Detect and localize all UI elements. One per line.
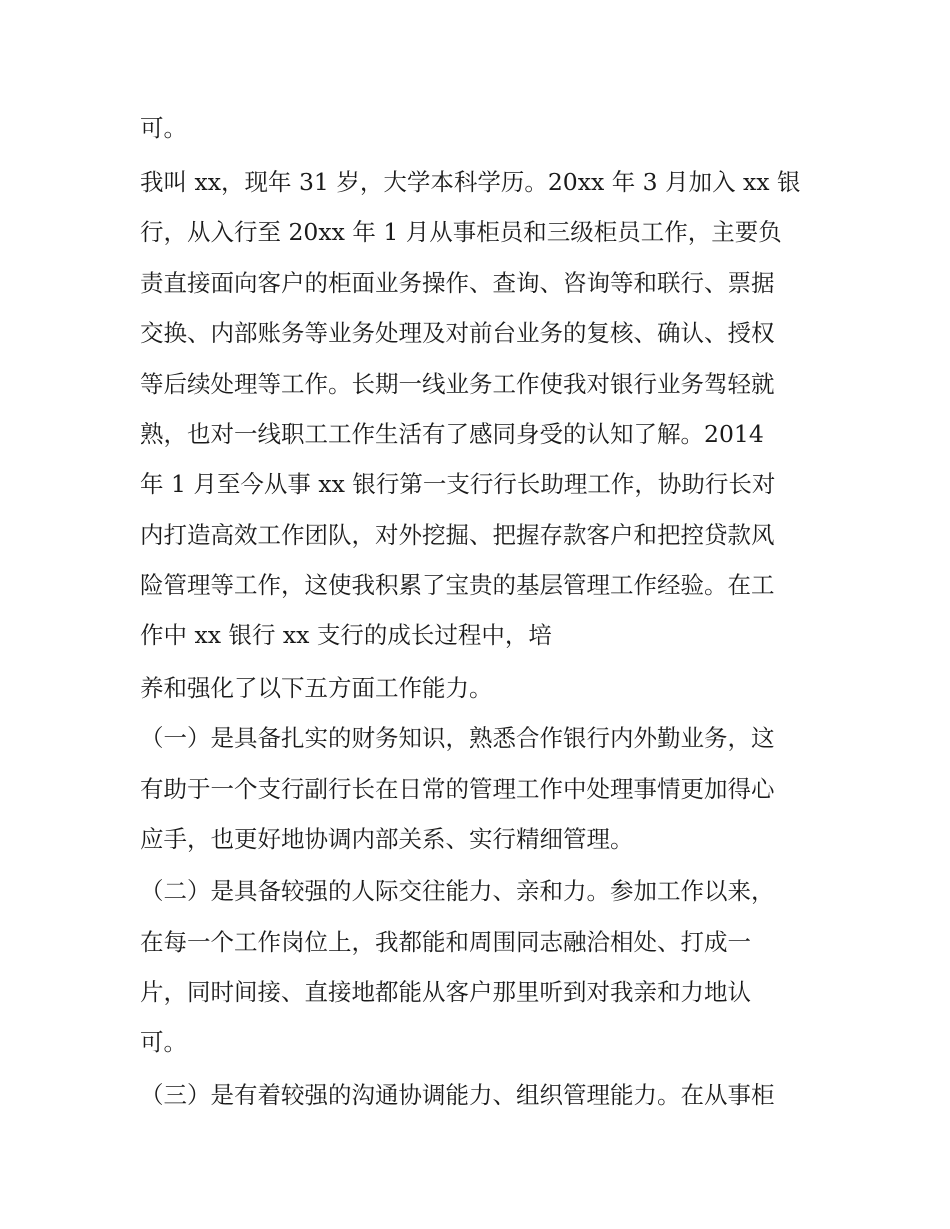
- text-line: 片，同时间接、直接地都能从客户那里听到对我亲和力地认: [140, 978, 751, 1006]
- text-line: 行，从入行至 20xx 年 1 月从事柜员和三级柜员工作，主要负: [140, 218, 782, 246]
- text-line: （二）是具备较强的人际交往能力、亲和力。参加工作以来，: [140, 877, 775, 905]
- text-line: 交换、内部账务等业务处理及对前台业务的复核、确认、授权: [140, 319, 775, 347]
- text-line: 等后续处理等工作。长期一线业务工作使我对银行业务驾轻就: [140, 370, 775, 398]
- text-line: 熟，也对一线职工工作生活有了感同身受的认知了解。2014: [140, 420, 764, 448]
- text-line: 我叫 xx，现年 31 岁，大学本科学历。20xx 年 3 月加入 xx 银: [140, 168, 801, 196]
- text-line: 养和强化了以下五方面工作能力。: [140, 674, 493, 702]
- text-line: 内打造高效工作团队，对外挖掘、把握存款客户和把控贷款风: [140, 521, 775, 549]
- text-line: （三）是有着较强的沟通协调能力、组织管理能力。在从事柜: [140, 1081, 775, 1109]
- text-line: 可。: [140, 1028, 187, 1056]
- text-line: （一）是具备扎实的财务知识，熟悉合作银行内外勤业务，这: [140, 724, 775, 752]
- text-line: 应手，也更好地协调内部关系、实行精细管理。: [140, 825, 634, 853]
- text-line: 年 1 月至今从事 xx 银行第一支行行长助理工作，协助行长对: [140, 470, 776, 498]
- text-line: 作中 xx 银行 xx 支行的成长过程中，培: [140, 621, 552, 649]
- text-line: 在每一个工作岗位上，我都能和周围同志融洽相处、打成一: [140, 928, 751, 956]
- text-line: 险管理等工作，这使我积累了宝贵的基层管理工作经验。在工: [140, 571, 775, 599]
- text-line: 可。: [140, 114, 187, 142]
- text-line: 责直接面向客户的柜面业务操作、查询、咨询等和联行、票据: [140, 269, 775, 297]
- text-line: 有助于一个支行副行长在日常的管理工作中处理事情更加得心: [140, 775, 775, 803]
